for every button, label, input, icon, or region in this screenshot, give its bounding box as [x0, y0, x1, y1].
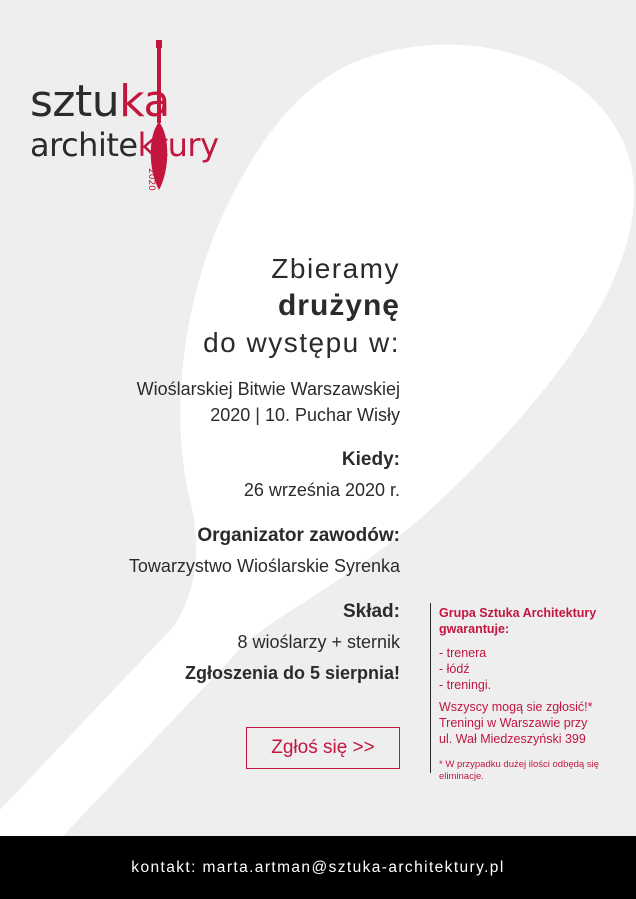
brand-logo [30, 40, 260, 200]
main-content [20, 252, 400, 686]
guarantee-title: Grupa Sztuka Architektury gwarantuje: [439, 606, 597, 636]
logo-wordmark-line1: sztuka [30, 76, 170, 127]
headline-line2: drużynę [277, 289, 400, 322]
list-item: - trenera [439, 646, 487, 660]
guarantee-list [439, 645, 629, 693]
signup-button[interactable]: Zgłoś się >> [246, 727, 400, 769]
event-name: Wioślarskiej Bitwie Warszawskiej 2020 | 10. Puchar Wisły [136, 379, 400, 425]
footnote: * W przypadku dużej ilości odbędą się eliminacje. [439, 759, 600, 782]
logo-wordmark-line2: architektury [30, 126, 219, 164]
when-value: 26 września 2020 r. [243, 480, 400, 500]
organizer-value: Towarzystwo Wioślarskie Syrenka [128, 556, 400, 576]
deadline-text: Zgłoszenia do 5 sierpnia! [184, 663, 400, 683]
list-item: - łódź [439, 662, 470, 676]
crew-label: Skład: [342, 601, 400, 622]
guarantee-text: Wszyscy mogą sie zgłosić!* Treningi w Warszawie przy ul. Wał Miedzeszyński 399 [439, 700, 593, 746]
footer-bar [0, 836, 636, 899]
when-label: Kiedy: [341, 449, 400, 470]
organizer-label: Organizator zawodów: [197, 525, 400, 546]
logo-year: 2020 [146, 168, 156, 191]
list-item: - treningi. [439, 678, 492, 692]
headline-line3: do występu w: [203, 327, 400, 358]
headline-line1: Zbieramy [271, 253, 400, 284]
sidebar-guarantee [430, 603, 629, 782]
contact-email-link[interactable]: kontakt: marta.artman@sztuka-architektury.pl [131, 858, 505, 876]
crew-value: 8 wioślarzy + sternik [237, 632, 400, 652]
